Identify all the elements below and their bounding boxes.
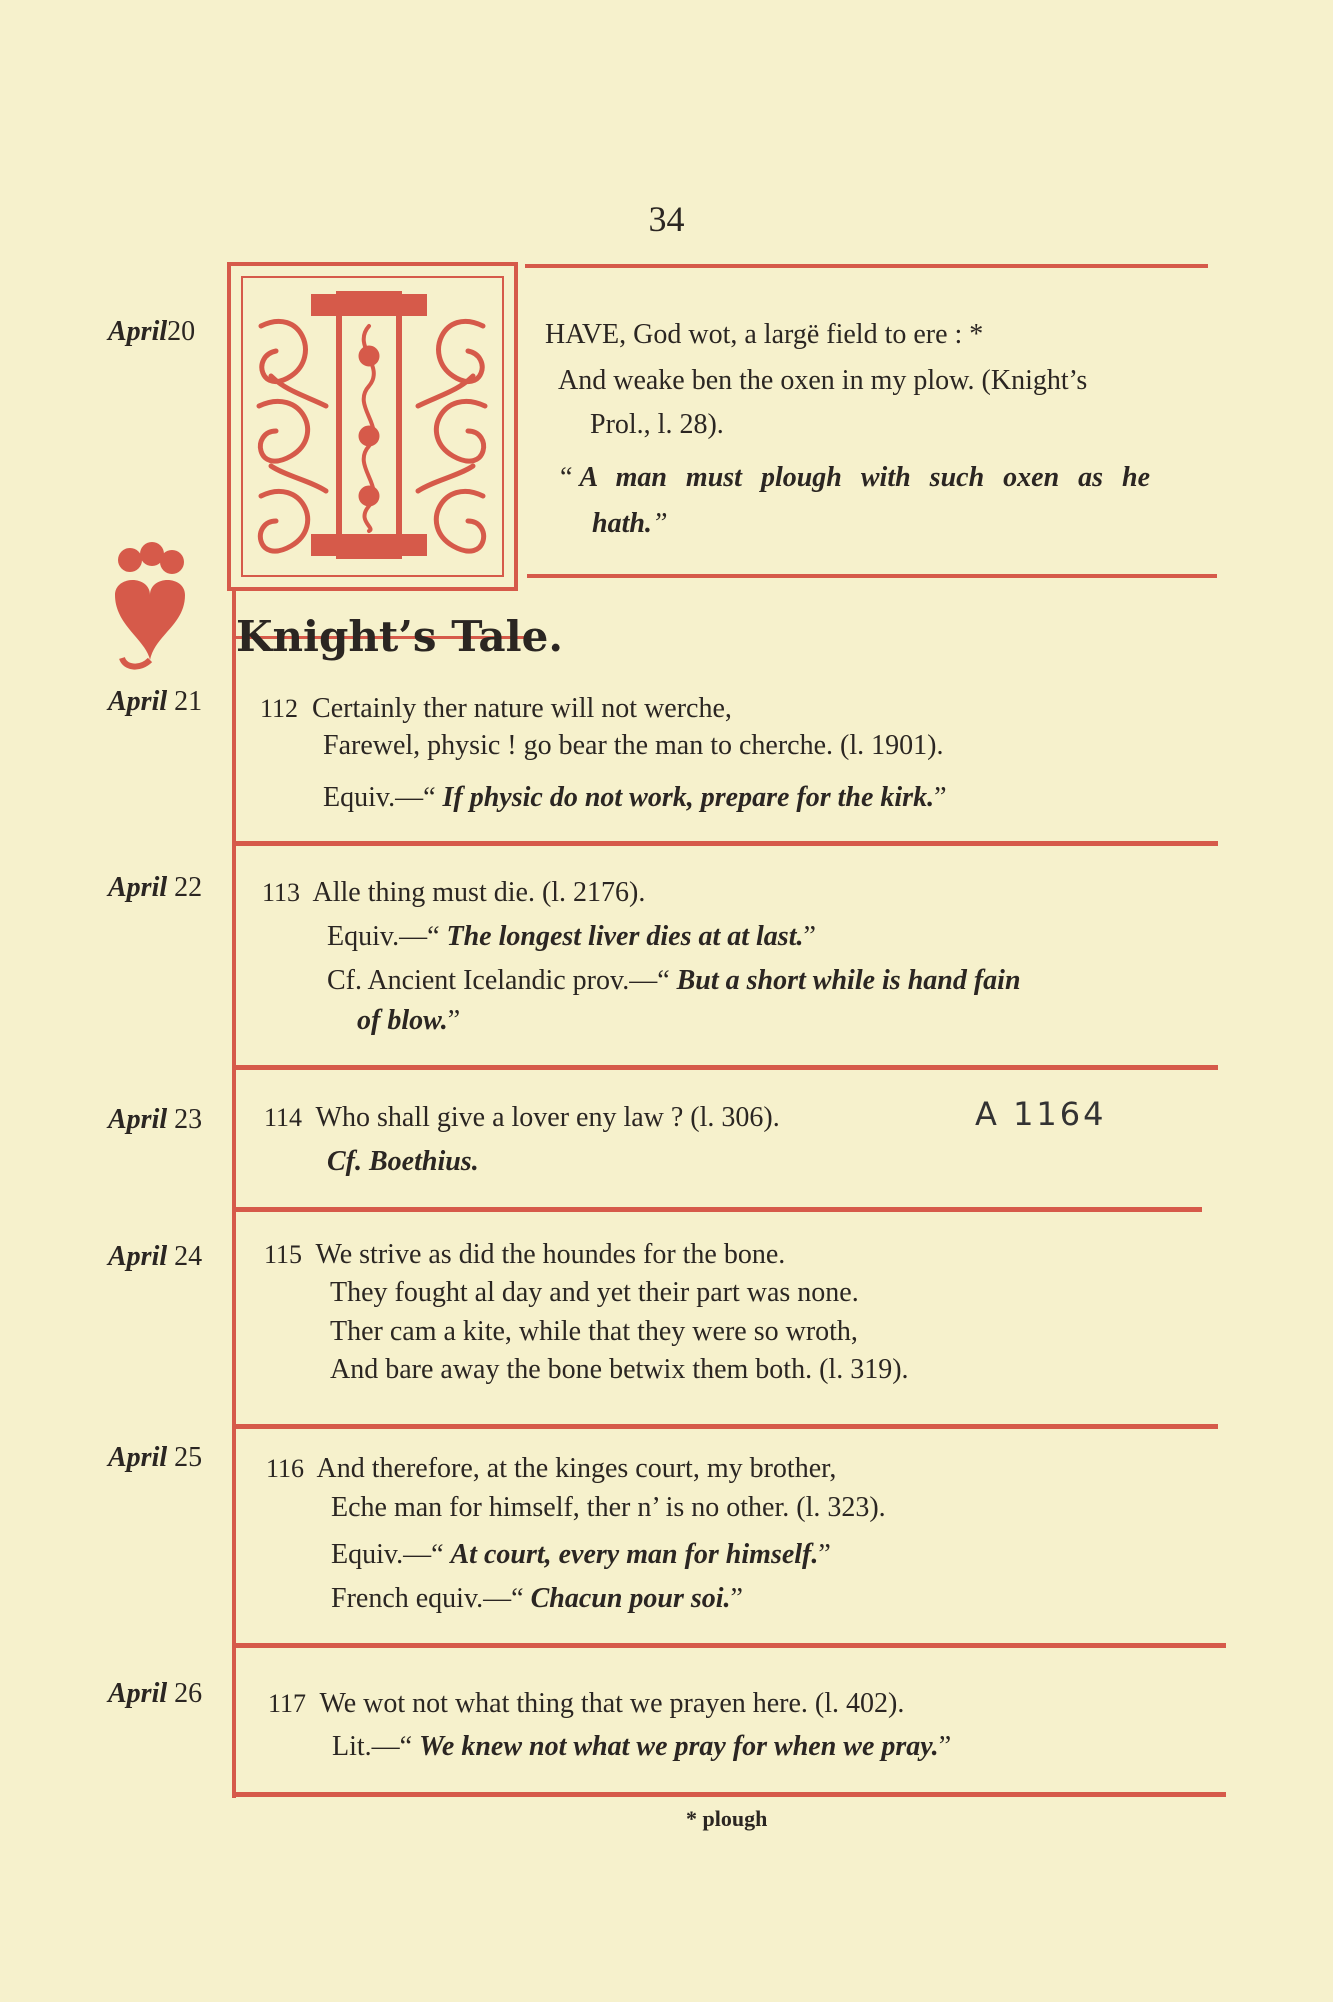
rule-114 (236, 1207, 1202, 1212)
date-april-24: April 24 (108, 1241, 203, 1272)
entry-113-line-1: 113 Alle thing must die. (l. 2176). (262, 877, 646, 908)
prologue-quote-1: “ A man must plough with such oxen as he (560, 462, 1151, 493)
date-april-25: April 25 (108, 1442, 203, 1473)
entry-116-equiv: Equiv.—“ At court, every man for himself.” (331, 1539, 831, 1570)
entry-113-cf-2: of blow.” (357, 1005, 461, 1036)
rule-116 (236, 1643, 1226, 1648)
prologue-line-1: HAVE, God wot, a largë field to ere : * (545, 319, 984, 350)
entry-114-line-1: 114 Who shall give a lover eny law ? (l. 306). (264, 1102, 780, 1133)
entry-115-line-4: And bare away the bone betwix them both. (l. 319). (330, 1354, 909, 1385)
entry-113-equiv: Equiv.—“ The longest liver dies at at last.” (327, 921, 816, 952)
entry-112-line-1: 112 Certainly ther nature will not werche, (260, 693, 732, 724)
section-title: Knight’s Tale. (236, 612, 563, 661)
entry-116-line-1: 116 And therefore, at the kinges court, my brother, (266, 1453, 837, 1484)
entry-115-line-3: Ther cam a kite, while that they were so wroth, (330, 1316, 858, 1347)
entry-117-lit: Lit.—“ We knew not what we pray for when we pray.” (332, 1731, 952, 1762)
rule-115 (236, 1424, 1218, 1429)
entry-116-french: French equiv.—“ Chacun pour soi.” (331, 1583, 743, 1614)
date-april-23: April 23 (108, 1104, 203, 1135)
date-april-21: April 21 (108, 686, 203, 717)
entry-112-line-2: Farewel, physic ! go bear the man to cherche. (l. 1901). (323, 730, 944, 761)
prologue-quote-2: hath.” (592, 508, 668, 539)
date-april-20: April20 (108, 316, 196, 347)
entry-114-cf: Cf. Boethius. (327, 1146, 479, 1177)
heart-ornament-icon (110, 540, 190, 675)
top-rule (525, 264, 1208, 268)
rule-113 (236, 1065, 1218, 1070)
ornamental-initial-i (227, 262, 518, 591)
entry-113-cf: Cf. Ancient Icelandic prov.—“ But a short while is hand fain (327, 965, 1021, 996)
rule-112 (236, 841, 1218, 846)
page-number: 34 (648, 199, 685, 239)
entry-112-equiv: Equiv.—“ If physic do not work, prepare for the kirk.” (323, 782, 947, 813)
prologue-line-2: And weake ben the oxen in my plow. (Knight’s (558, 365, 1088, 396)
handwritten-note: A 1164 (975, 1095, 1107, 1133)
footnote: * plough (686, 1806, 768, 1831)
prologue-line-3: Prol., l. 28). (590, 409, 724, 440)
date-april-26: April 26 (108, 1678, 203, 1709)
date-april-22: April 22 (108, 872, 203, 903)
entry-115-line-2: They fought al day and yet their part was none. (330, 1277, 859, 1308)
entry-116-line-2: Eche man for himself, ther n’ is no other. (l. 323). (331, 1492, 886, 1523)
rule-117 (236, 1792, 1226, 1797)
prologue-bottom-rule (527, 574, 1217, 578)
entry-115-line-1: 115 We strive as did the houndes for the bone. (264, 1239, 786, 1270)
entry-117-line-1: 117 We wot not what thing that we prayen here. (l. 402). (268, 1688, 905, 1719)
floral-ornament-icon (231, 266, 514, 587)
left-rule (232, 590, 236, 1798)
